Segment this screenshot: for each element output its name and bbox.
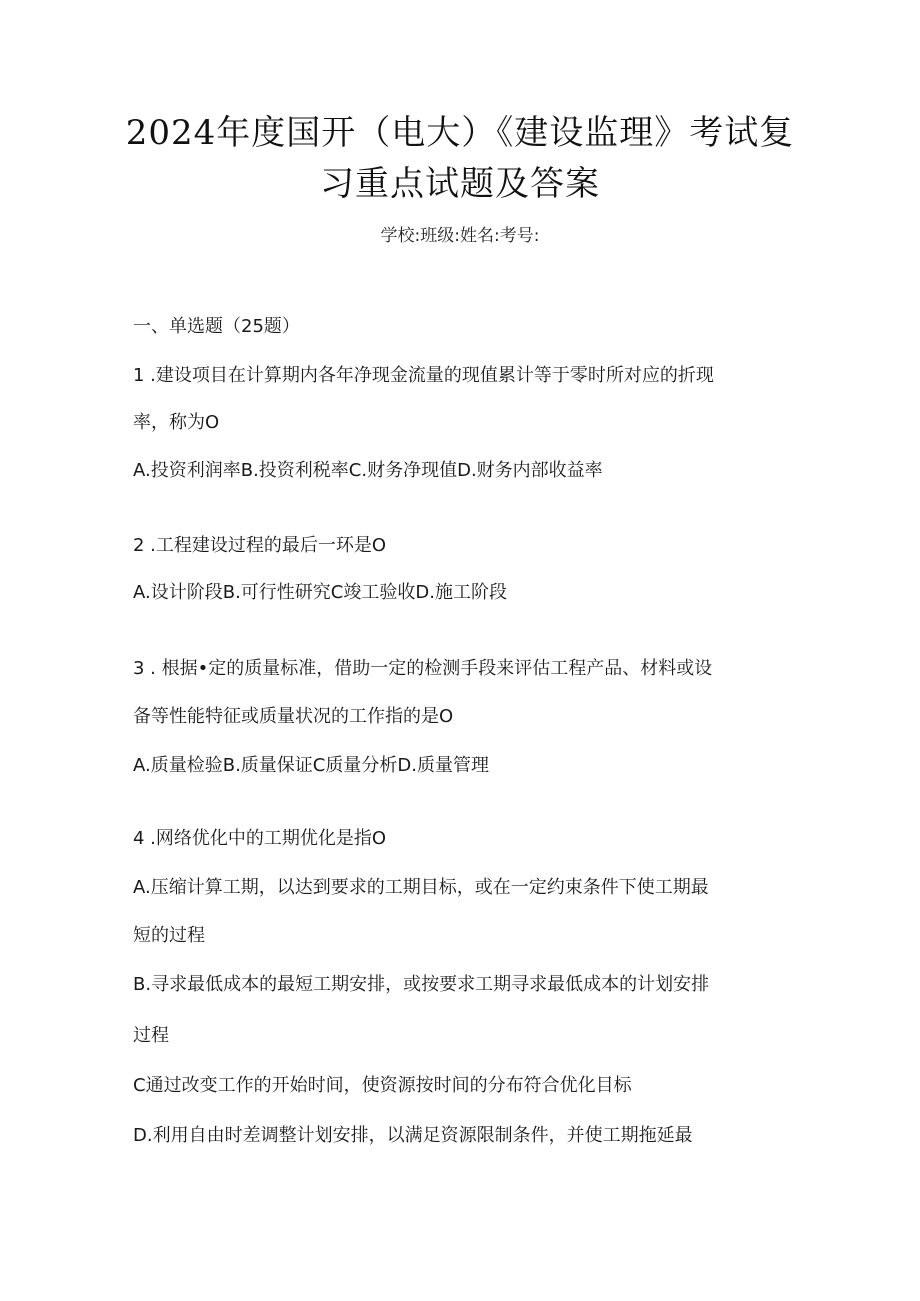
student-info-line: 学校:班级:姓名:考号: <box>380 226 540 246</box>
question-1-stem: 1 .建设项目在计算期内各年净现金流量的现值累计等于零时所对应的折现 <box>133 365 714 386</box>
question-4-option-a-cont: 短的过程 <box>133 925 205 946</box>
question-2-options: A.设计阶段B.可行性研究C竣工验收D.施工阶段 <box>133 582 507 603</box>
question-2-stem: 2 .工程建设过程的最后一环是O <box>133 535 387 556</box>
question-4-option-b-cont: 过程 <box>133 1025 169 1046</box>
question-3-stem-cont: 备等性能特征或质量状况的工作指的是O <box>133 706 454 727</box>
question-4-option-d: D.利用自由时差调整计划安排，以满足资源限制条件，并使工期拖延最 <box>133 1125 693 1146</box>
question-4-option-a: A.压缩计算工期，以达到要求的工期目标，或在一定约束条件下使工期最 <box>133 877 709 898</box>
question-4-stem: 4 .网络优化中的工期优化是指O <box>133 828 387 849</box>
question-4-option-b: B.寻求最低成本的最短工期安排，或按要求工期寻求最低成本的计划安排 <box>133 974 710 995</box>
question-1-options: A.投资利润率B.投资利税率C.财务净现值D.财务内部收益率 <box>133 460 603 481</box>
question-1-stem-cont: 率，称为O <box>133 412 220 433</box>
question-4-option-c: C通过改变工作的开始时间，使资源按时间的分布符合优化目标 <box>133 1075 632 1096</box>
question-3-stem: 3 . 根据•定的质量标准，借助一定的检测手段来评估工程产品、材料或设 <box>133 658 713 679</box>
section-heading: 一、单选题（25题） <box>133 316 300 337</box>
question-3-options: A.质量检验B.质量保证C质量分析D.质量管理 <box>133 755 489 776</box>
document-title-line-1: 2024年度国开（电大）《建设监理》考试复 <box>125 113 795 153</box>
document-title-line-2: 习重点试题及答案 <box>320 164 600 204</box>
